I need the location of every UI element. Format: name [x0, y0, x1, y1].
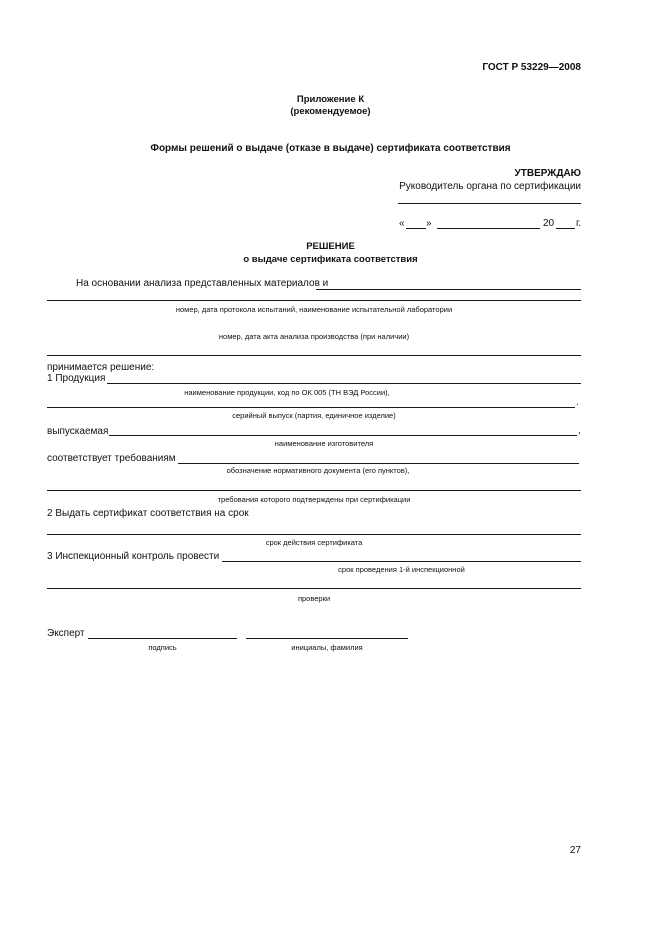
caption-validity: срок действия сертификата [265, 538, 363, 547]
produced-label: выпускаемая [47, 426, 109, 437]
protocol-line [47, 300, 581, 301]
date-year-line [556, 228, 575, 229]
appendix-title: Приложение К [296, 94, 365, 105]
caption-expert-name: инициалы, фамилия [291, 643, 363, 652]
caption-confirmed: требования которого подтверждены при сертификации [217, 495, 411, 504]
act-line [47, 355, 581, 356]
caption-signature: подпись [148, 643, 177, 652]
date-day-line [406, 228, 426, 229]
validity-line [47, 534, 581, 535]
complies-label: соответствует требованиям [47, 453, 176, 464]
norm-line [178, 463, 579, 464]
caption-serial: серийный выпуск (партия, единичное изделие) [232, 411, 396, 420]
signature-line [88, 638, 237, 639]
maker-line [109, 435, 577, 436]
caption-act: номер, дата акта анализа производства (при наличии) [218, 332, 410, 341]
page-number: 27 [569, 845, 581, 856]
date-month-line [437, 228, 540, 229]
approver-name-line [398, 203, 581, 204]
serial-line [47, 407, 575, 408]
expert-label: Эксперт [47, 628, 85, 639]
caption-inspection: срок проведения 1-й инспекционной [338, 565, 465, 574]
caption-protocol: номер, дата протокола испытаний, наименование испытательной лаборатории [175, 305, 453, 314]
caption-norm: обозначение нормативного документа (его пунктов), [226, 466, 410, 475]
caption-product: наименование продукции, код по ОК 005 (ТН ВЭД России), [184, 388, 390, 397]
expert-name-line [246, 638, 408, 639]
confirmed-line [47, 490, 581, 491]
appendix-subtitle: (рекомендуемое) [290, 106, 371, 117]
decision-title: РЕШЕНИЕ [306, 241, 355, 252]
gost-number: ГОСТ Р 53229—2008 [482, 62, 581, 73]
date-year-prefix: 20 [543, 218, 555, 229]
caption-check: проверки [297, 594, 331, 603]
caption-maker: наименование изготовителя [274, 439, 374, 448]
date-year-suffix: г. [576, 218, 582, 229]
product-line [107, 383, 581, 384]
approve-word: УТВЕРЖДАЮ [514, 168, 581, 179]
date-quote-close: » [426, 218, 432, 229]
decision-subtitle: о выдаче сертификата соответствия [243, 254, 418, 265]
inspection-line [222, 561, 581, 562]
item3-inspection-label: 3 Инспекционный контроль провести [47, 551, 220, 562]
document-title: Формы решений о выдаче (отказе в выдаче) сертификата соответствия [150, 143, 511, 154]
basis-text: На основании анализа представленных материалов и [76, 278, 329, 289]
date-quote-open: « [399, 218, 405, 229]
decision-made-text: принимается решение: [47, 362, 155, 373]
maker-comma: , [578, 425, 581, 436]
item1-product-label: 1 Продукция [47, 373, 106, 384]
item2-validity-label: 2 Выдать сертификат соответствия на срок [47, 508, 249, 519]
basis-line [316, 289, 581, 290]
check-line [47, 588, 581, 589]
approve-role: Руководитель органа по сертификации [399, 181, 581, 192]
serial-dot: . [576, 397, 579, 408]
